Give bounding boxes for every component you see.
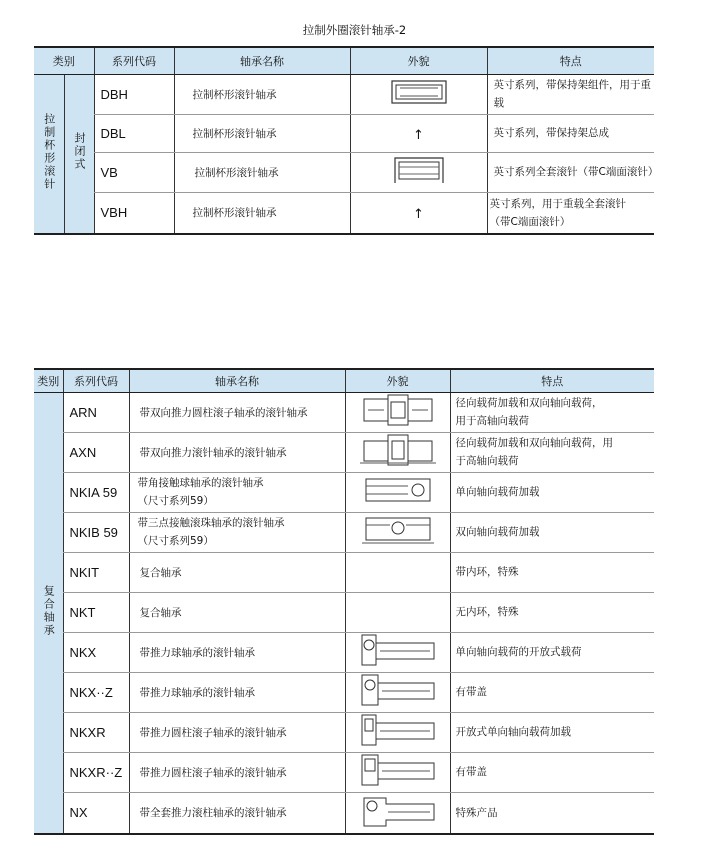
bearing-name: 带双向推力圆柱滚子轴承的滚针轴承 bbox=[129, 392, 345, 432]
category-label: 拉制杯形滚针 bbox=[42, 112, 56, 191]
bearing-name: 带角接触球轴承的滚针轴承 bbox=[137, 477, 264, 489]
appearance-cell bbox=[345, 712, 450, 752]
category-cell bbox=[34, 392, 63, 834]
bearing-name: 拉制杯形滚针轴承 bbox=[174, 114, 350, 152]
arn-bearing-icon bbox=[358, 393, 438, 427]
feature-text: 开放式单向轴向载荷加载 bbox=[450, 712, 654, 752]
bearing-name: 拉制杯形滚针轴承 bbox=[174, 192, 350, 234]
appearance-cell bbox=[345, 472, 450, 512]
ditto-arrow-icon: ↑ bbox=[413, 127, 424, 143]
series-code: NKIA 59 bbox=[63, 472, 129, 512]
appearance-cell bbox=[350, 74, 487, 114]
appearance-cell bbox=[350, 114, 487, 152]
bearing-name: 拉制杯形滚针轴承 bbox=[174, 152, 350, 192]
series-code: NKIB 59 bbox=[63, 512, 129, 552]
feature-text: 英寸系列，带保持架总成 bbox=[487, 114, 654, 152]
feature-text: 单向轴向载荷的开放式载荷 bbox=[450, 632, 654, 672]
appearance-cell bbox=[345, 552, 450, 592]
combined-bearing-table bbox=[34, 368, 654, 835]
header-category: 类别 bbox=[34, 369, 63, 392]
nkxrz-bearing-icon bbox=[358, 753, 438, 787]
cup-bearing-icon bbox=[391, 155, 447, 185]
series-code: VB bbox=[94, 152, 174, 192]
subcategory-label: 封闭式 bbox=[73, 132, 86, 172]
series-code: VBH bbox=[94, 192, 174, 234]
series-code: NKXR bbox=[63, 712, 129, 752]
appearance-cell bbox=[350, 152, 487, 192]
series-code: DBH bbox=[94, 74, 174, 114]
header-features: 特点 bbox=[450, 369, 654, 392]
nkib-bearing-icon bbox=[358, 514, 438, 546]
feature-text: 英寸系列，带保持架组件，用于重载 bbox=[487, 74, 654, 114]
nx-bearing-icon bbox=[358, 794, 438, 828]
feature-line: 径向载荷加载和双向轴向载荷， bbox=[455, 397, 603, 409]
header-bearing-name: 轴承名称 bbox=[174, 47, 350, 74]
feature-text: 双向轴向载荷加载 bbox=[450, 512, 654, 552]
series-code: NX bbox=[63, 792, 129, 834]
feature-line: 英寸系列，用于重载全套滚针 bbox=[489, 197, 626, 210]
feature-text: 英寸系列全套滚针（带C端面滚针） bbox=[487, 152, 654, 192]
feature-text: 无内环，特殊 bbox=[450, 592, 654, 632]
bearing-name-note: （尺寸系列59） bbox=[137, 535, 214, 547]
bearing-name: 复合轴承 bbox=[129, 552, 345, 592]
category-label: 复合轴承 bbox=[42, 584, 56, 637]
bearing-name: 带推力球轴承的滚针轴承 bbox=[129, 672, 345, 712]
appearance-cell bbox=[345, 592, 450, 632]
subcategory-cell bbox=[64, 74, 94, 234]
appearance-cell bbox=[345, 792, 450, 834]
bearing-name-cell bbox=[129, 512, 345, 552]
header-bearing-name: 轴承名称 bbox=[129, 369, 345, 392]
appearance-cell bbox=[345, 672, 450, 712]
series-code: NKX bbox=[63, 632, 129, 672]
category-cell bbox=[34, 74, 64, 234]
bearing-name-note: （尺寸系列59） bbox=[137, 495, 214, 507]
bearing-name: 带推力球轴承的滚针轴承 bbox=[129, 632, 345, 672]
bearing-name: 带双向推力滚针轴承的滚针轴承 bbox=[129, 432, 345, 472]
feature-text: 有带盖 bbox=[450, 752, 654, 792]
feature-cell bbox=[450, 392, 654, 432]
feature-line: 径向载荷加载和双向轴向载荷，用 bbox=[455, 437, 613, 449]
nkia-bearing-icon bbox=[358, 475, 438, 505]
bearing-name: 拉制杯形滚针轴承 bbox=[174, 74, 350, 114]
series-code: ARN bbox=[63, 392, 129, 432]
header-series-code: 系列代码 bbox=[94, 47, 174, 74]
series-code: NKX··Z bbox=[63, 672, 129, 712]
nkx-bearing-icon bbox=[358, 633, 438, 667]
series-code: NKT bbox=[63, 592, 129, 632]
header-series-code: 系列代码 bbox=[63, 369, 129, 392]
bearing-name: 带推力圆柱滚子轴承的滚针轴承 bbox=[129, 752, 345, 792]
appearance-cell bbox=[350, 192, 487, 234]
nkxr-bearing-icon bbox=[358, 713, 438, 747]
series-code: AXN bbox=[63, 432, 129, 472]
bearing-name: 带推力圆柱滚子轴承的滚针轴承 bbox=[129, 712, 345, 752]
cup-bearing-icon bbox=[391, 79, 447, 105]
appearance-cell bbox=[345, 632, 450, 672]
feature-text: 单向轴向载荷加载 bbox=[450, 472, 654, 512]
feature-text: 带内环，特殊 bbox=[450, 552, 654, 592]
feature-text: 有带盖 bbox=[450, 672, 654, 712]
feature-line: 用于高轴向载荷 bbox=[455, 415, 529, 427]
appearance-cell bbox=[345, 392, 450, 432]
appearance-cell bbox=[345, 752, 450, 792]
appearance-cell bbox=[345, 432, 450, 472]
feature-line: 于高轴向载荷 bbox=[455, 455, 519, 467]
series-code: NKIT bbox=[63, 552, 129, 592]
feature-cell bbox=[450, 432, 654, 472]
series-code: DBL bbox=[94, 114, 174, 152]
appearance-cell bbox=[345, 512, 450, 552]
header-features: 特点 bbox=[487, 47, 654, 74]
axn-bearing-icon bbox=[358, 433, 438, 467]
drawn-cup-table bbox=[34, 46, 659, 235]
header-appearance: 外貌 bbox=[345, 369, 450, 392]
feature-line: （带C端面滚针） bbox=[489, 215, 571, 228]
bearing-name: 带全套推力滚柱轴承的滚针轴承 bbox=[129, 792, 345, 834]
feature-cell bbox=[487, 192, 654, 234]
feature-text: 特殊产品 bbox=[450, 792, 654, 834]
series-code: NKXR··Z bbox=[63, 752, 129, 792]
ditto-arrow-icon: ↑ bbox=[413, 207, 424, 223]
bearing-name-cell bbox=[129, 472, 345, 512]
bearing-name: 复合轴承 bbox=[129, 592, 345, 632]
header-category: 类别 bbox=[34, 47, 94, 74]
nkxz-bearing-icon bbox=[358, 673, 438, 707]
bearing-name: 带三点接触滚珠轴承的滚针轴承 bbox=[137, 517, 285, 529]
page-title: 拉制外圈滚针轴承-2 bbox=[302, 23, 407, 37]
header-appearance: 外貌 bbox=[350, 47, 487, 74]
